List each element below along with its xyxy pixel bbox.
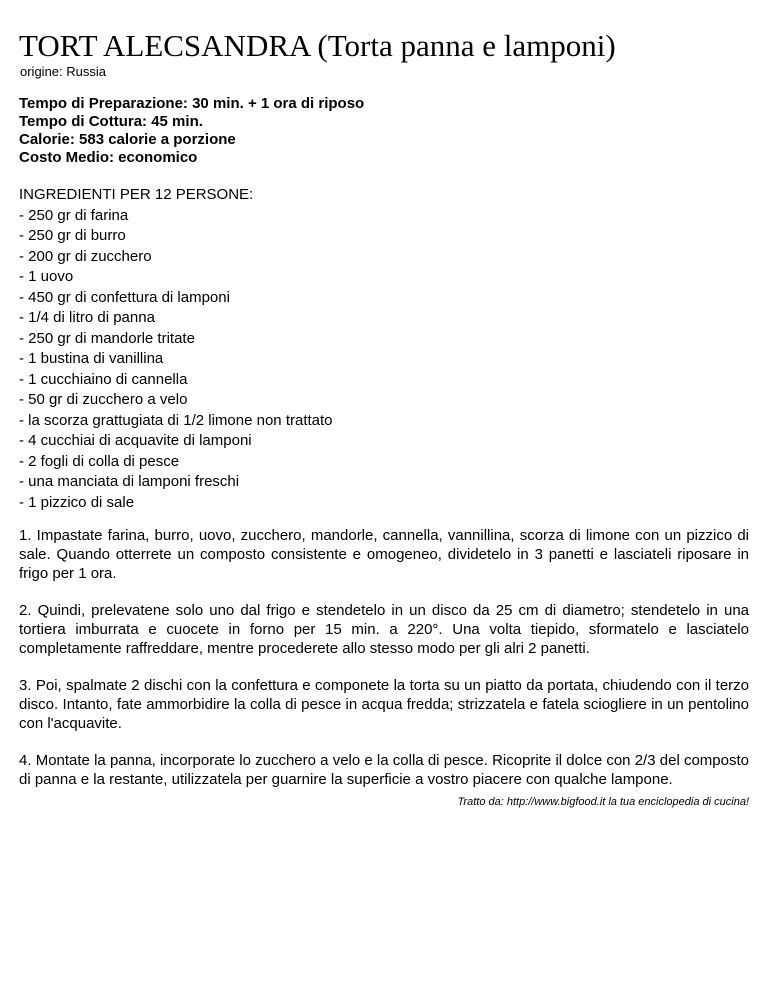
ingredient-item: - 1/4 di litro di panna bbox=[19, 309, 155, 326]
ingredient-item: - 450 gr di confettura di lamponi bbox=[19, 288, 230, 306]
ingredient-item: - 4 cucchiai di acquavite di lamponi bbox=[19, 432, 252, 449]
source-credit: Tratto da: http://www.bigfood.it la tua enciclopedia di cucina! bbox=[457, 796, 749, 808]
ingredient-item: - una manciata di lamponi freschi bbox=[19, 473, 240, 490]
recipe-origin: origine: Russia bbox=[20, 64, 106, 79]
ingredient-item: - la scorza grattugiata di 1/2 limone non trattato bbox=[19, 411, 333, 429]
ingredient-item: - 1 cucchiaino di cannella bbox=[19, 370, 188, 388]
prep-time: Tempo di Preparazione: 30 min. + 1 ora di riposo bbox=[19, 95, 365, 112]
calories: Calorie: 583 calorie a porzione bbox=[19, 131, 236, 148]
recipe-document bbox=[19, 28, 749, 807]
step-paragraph: 2. Quindi, prelevatene solo uno dal frigo e stendetelo in un disco da 25 cm di diametro; stendetelo in una tortiera imburrata e cuocete in forno per 15 min. a 220°. Una volta tiepido, sformatelo e lasciatelo completamente raffreddare, mentre procederete allo stesso modo per gli alri 2 panetti. bbox=[19, 602, 749, 657]
ingredient-item: - 250 gr di mandorle tritate bbox=[19, 329, 195, 347]
ingredients-heading: INGREDIENTI PER 12 PERSONE: bbox=[19, 186, 254, 203]
ingredient-item: - 250 gr di burro bbox=[19, 227, 126, 244]
step-paragraph: 1. Impastate farina, burro, uovo, zucchero, mandorle, cannella, vannillina, scorza di limone con un pizzico di sale. Quando otterrete un composto consistente e omogeneo, dividetelo in 3 panetti e lasciateli riposare in frigo per 1 ora. bbox=[19, 527, 749, 582]
ingredient-item: - 200 gr di zucchero bbox=[19, 247, 152, 265]
cost: Costo Medio: economico bbox=[19, 149, 198, 166]
ingredients-list bbox=[19, 185, 749, 513]
preparation-steps bbox=[19, 526, 749, 789]
ingredient-item: - 1 uovo bbox=[19, 268, 74, 285]
recipe-title: TORT ALECSANDRA (Torta panna e lamponi) bbox=[19, 28, 616, 63]
ingredient-item: - 2 fogli di colla di pesce bbox=[19, 452, 180, 470]
step-paragraph: 3. Poi, spalmate 2 dischi con la confettura e componete la torta su un piatto da portata, chiudendo con il terzo disco. Intanto, fate ammorbidire la colla di pesce in acqua fredda; strizzatela e fatela sciogliere in un pentolino con l'acquavite. bbox=[19, 677, 749, 732]
recipe-meta bbox=[19, 95, 749, 167]
ingredient-item: - 250 gr di farina bbox=[19, 206, 129, 224]
ingredient-item: - 1 bustina di vanillina bbox=[19, 350, 164, 367]
cook-time: Tempo di Cottura: 45 min. bbox=[19, 113, 203, 130]
ingredient-item: - 1 pizzico di sale bbox=[19, 493, 135, 511]
ingredient-item: - 50 gr di zucchero a velo bbox=[19, 391, 188, 408]
step-paragraph: 4. Montate la panna, incorporate lo zucchero a velo e la colla di pesce. Ricoprite il dolce con 2/3 del composto di panna e la restante, utilizzatela per guarnire la superficie a vostro piacere con qualche lampone. bbox=[19, 752, 749, 788]
